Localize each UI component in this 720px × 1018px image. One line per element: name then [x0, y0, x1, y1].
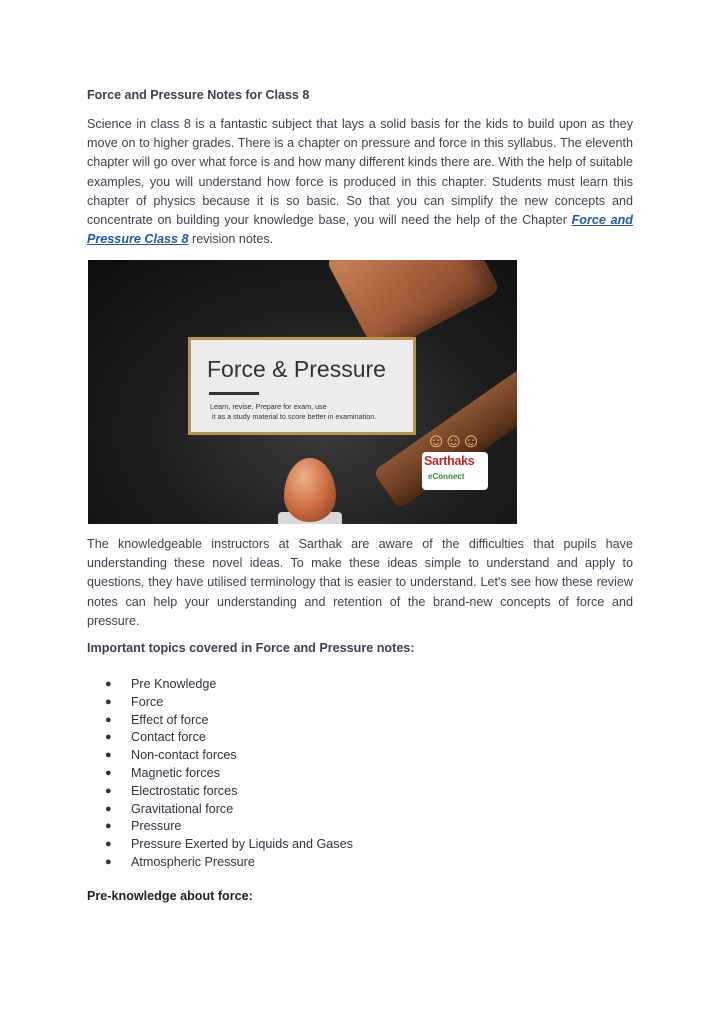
bullet-icon: ●: [105, 838, 112, 851]
bullet-icon: ●: [105, 855, 112, 868]
intro-text: Science in class 8 is a fantastic subject that lays a solid basis for the kids to build upon as they move on to higher grades. There is a chapter on pressure and force in this syllabus. The eleventh chapter will go over what force is and how many different kinds there are. With the help of suitable examples, you will understand how force is produced in this chapter. Students must learn this chapter of physics because it is so basic. So that you can simplify the new concepts and concentrate on building your knowledge base, you will need the help of the Chapter: [87, 117, 633, 228]
list-item: [87, 854, 353, 872]
list-item-label: Pressure Exerted by Liquids and Gases: [131, 837, 353, 852]
list-item: [87, 783, 353, 801]
list-item: [87, 712, 353, 730]
brand-name: Sarthaks: [424, 454, 475, 468]
list-item: [87, 747, 353, 765]
banner-subtitle-line2: it as a study material to score better in examination.: [210, 412, 377, 421]
bullet-icon: ●: [105, 695, 112, 708]
bullet-icon: ●: [105, 678, 112, 690]
list-item: [87, 729, 353, 747]
pre-knowledge-heading: Pre-knowledge about force:: [87, 889, 253, 903]
list-item: [87, 765, 353, 783]
banner-subtitle-line1: Learn, revise, Prepare for exam, use: [210, 402, 327, 411]
banner-divider: [209, 392, 259, 395]
force-pressure-link[interactable]: Force and Pressure Class 8: [87, 213, 634, 247]
intro-text-end: revision notes.: [188, 232, 274, 247]
egg-shape: [284, 458, 336, 522]
bullet-icon: ●: [105, 749, 112, 762]
list-item: [87, 836, 353, 854]
bullet-icon: ●: [105, 713, 112, 726]
intro-paragraph: [87, 115, 633, 249]
sarthaks-logo: [422, 430, 490, 496]
list-item-label: Effect of force: [131, 712, 209, 727]
bullet-icon: ●: [105, 784, 112, 797]
list-item-label: Magnetic forces: [131, 765, 220, 780]
list-item-label: Atmospheric Pressure: [131, 854, 255, 869]
list-item: [87, 818, 353, 836]
page-title: Force and Pressure Notes for Class 8: [87, 88, 310, 102]
list-item-label: Electrostatic forces: [131, 783, 238, 798]
force-pressure-banner-image: [88, 260, 517, 524]
list-item: [87, 694, 353, 712]
list-item-label: Force: [131, 694, 164, 709]
list-item-label: Pressure: [131, 819, 182, 834]
list-item-label: Gravitational force: [131, 801, 234, 816]
brand-tag: [422, 452, 488, 490]
bullet-icon: ●: [105, 820, 112, 833]
topics-heading: Important topics covered in Force and Pressure notes:: [87, 641, 415, 655]
banner-title: Force & Pressure: [207, 356, 386, 382]
list-item: [87, 801, 353, 819]
bullet-icon: ●: [105, 802, 112, 815]
kids-mascot-icon: ☺☺☺: [426, 430, 479, 452]
bullet-icon: ●: [105, 731, 112, 744]
sarthak-paragraph: The knowledgeable instructors at Sarthak are aware of the difficulties that pupils have understanding these novel ideas. To make these ideas simple to understand and apply to questions, they have utilised terminology that is easier to understand. Let's see how these review notes can help your understanding and retention of the brand-new concepts of force and pressure.: [87, 537, 633, 628]
list-item: [87, 676, 353, 694]
list-item-label: Pre Knowledge: [131, 677, 217, 691]
list-item-label: Non-contact forces: [131, 748, 237, 763]
bullet-icon: ●: [105, 766, 112, 779]
topics-list: [87, 676, 353, 872]
brand-subtitle: eConnect: [428, 472, 465, 481]
banner-subtitle: [210, 402, 376, 422]
list-item-label: Contact force: [131, 730, 206, 745]
banner-card: [188, 337, 416, 435]
